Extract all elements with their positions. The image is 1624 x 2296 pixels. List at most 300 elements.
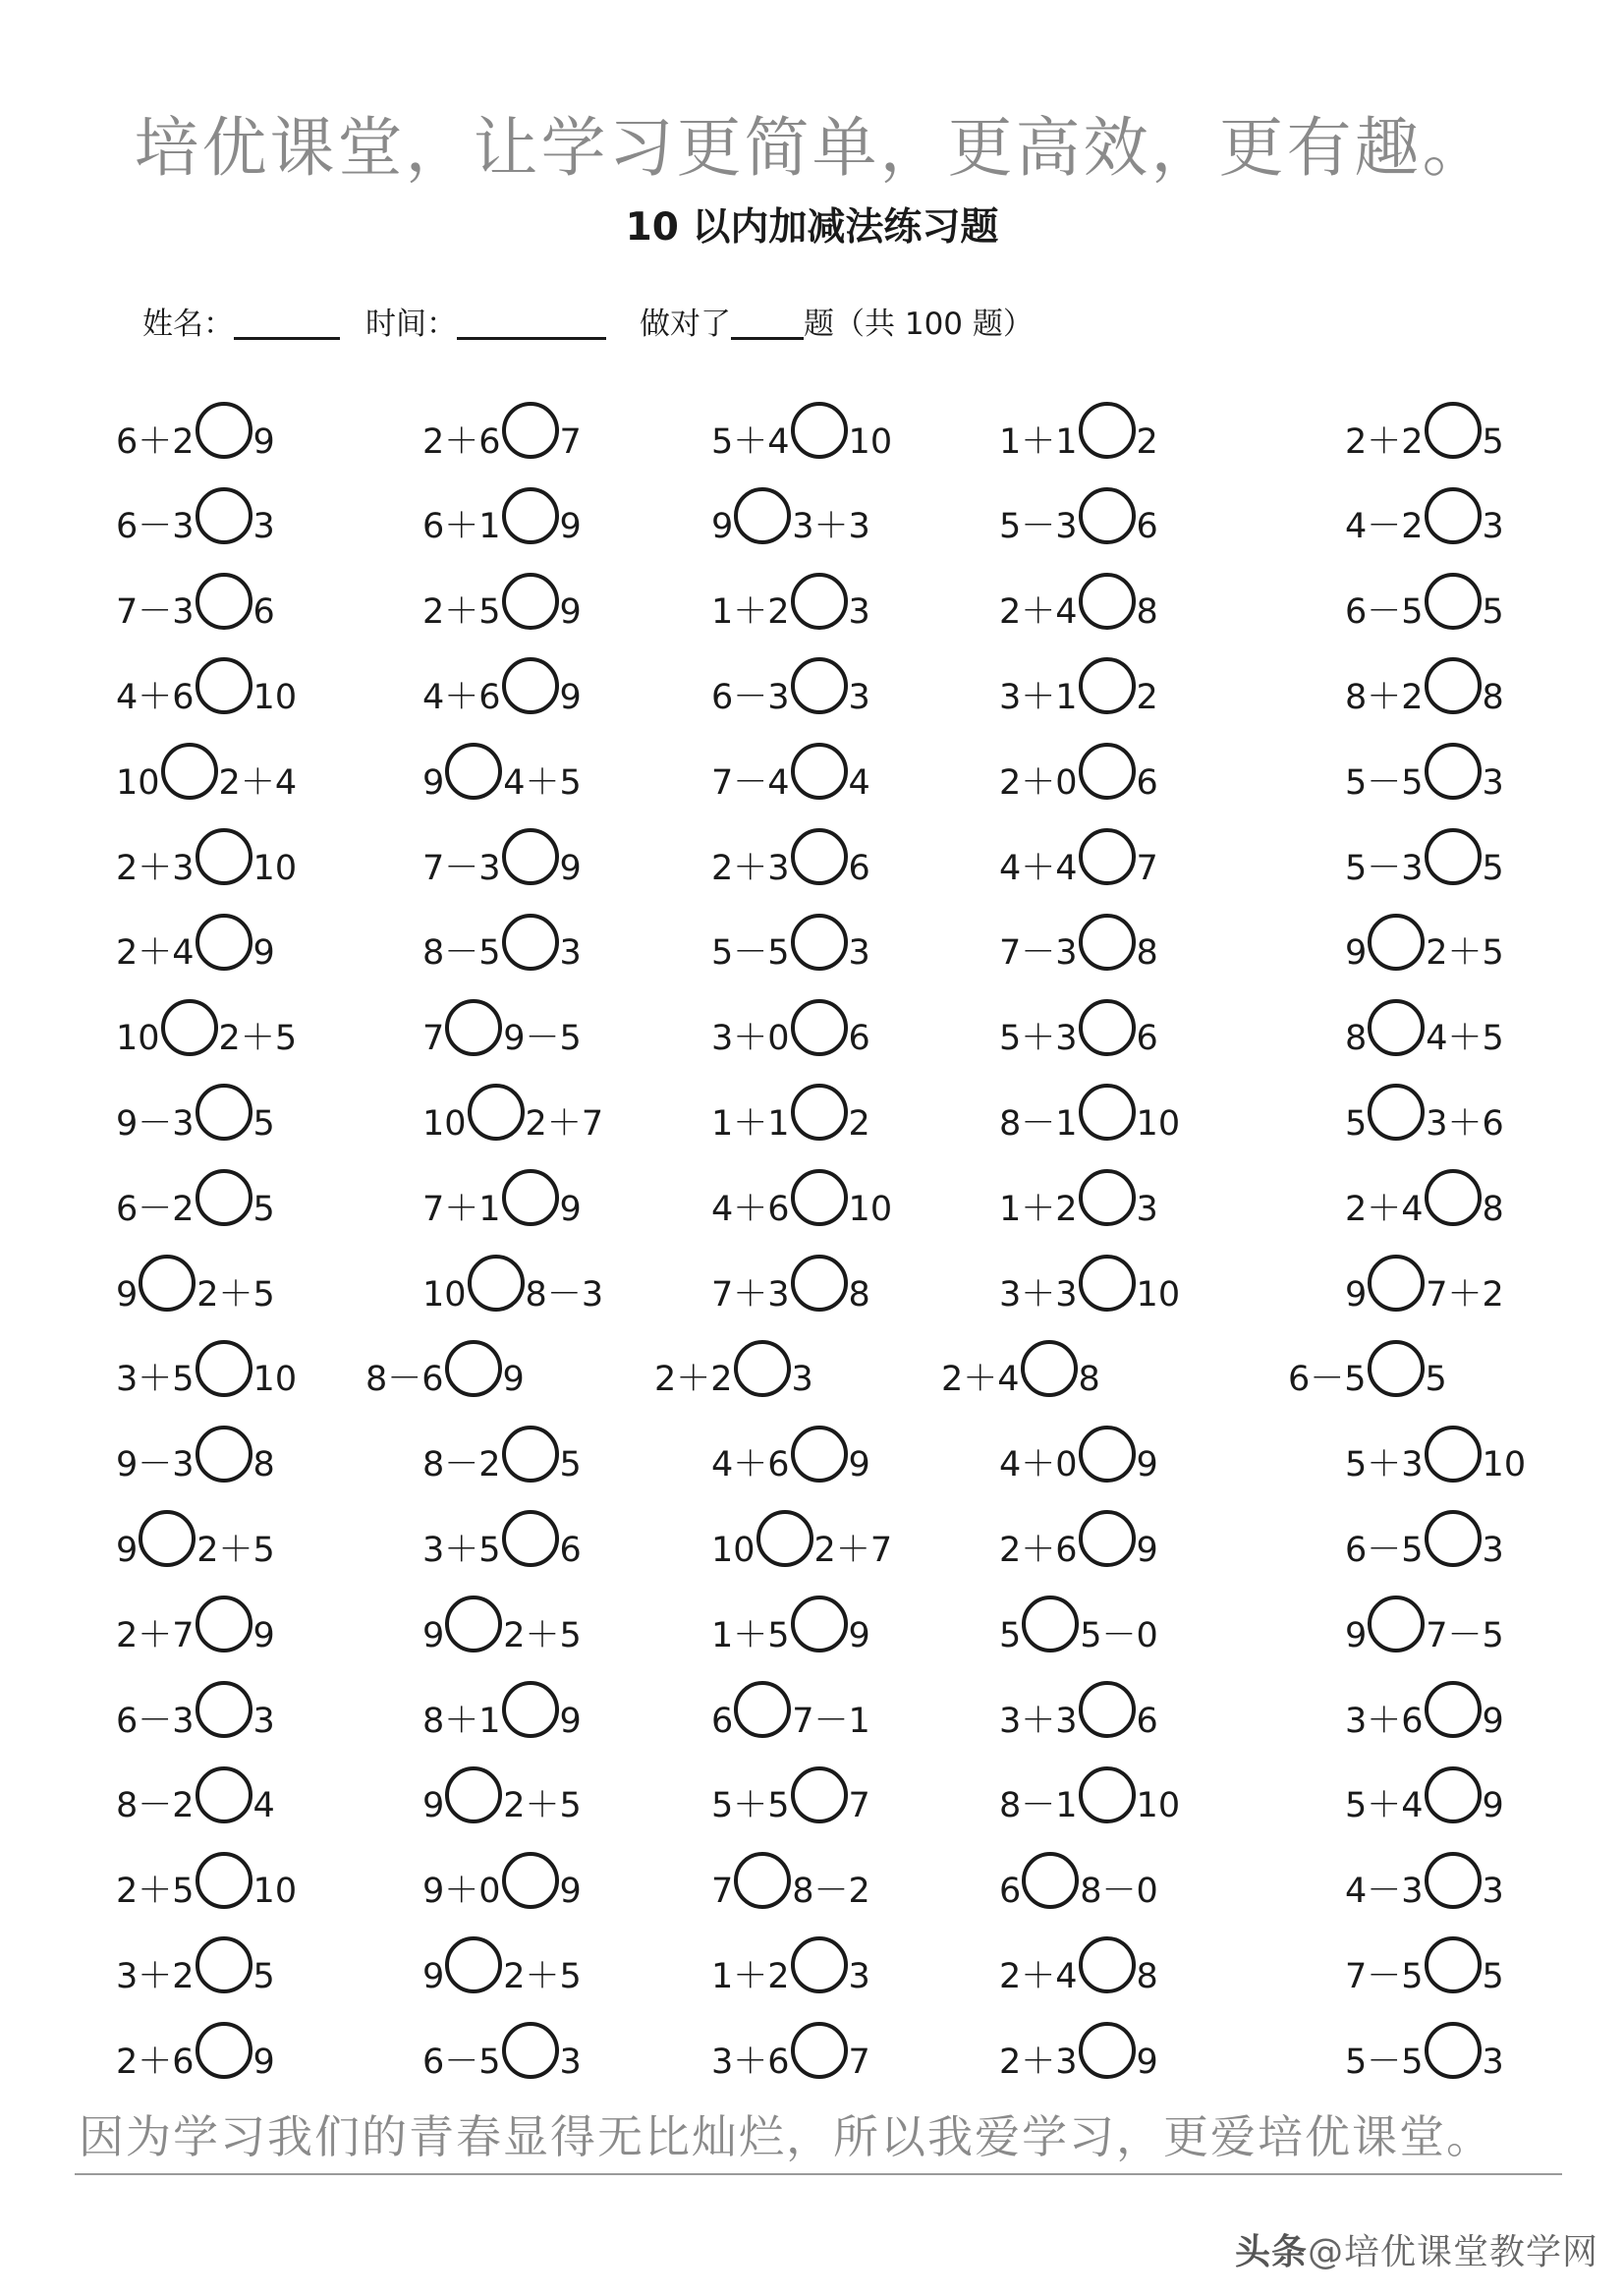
comparison-problem [1345, 493, 1504, 562]
answer-circle[interactable] [196, 657, 252, 714]
answer-circle[interactable] [1425, 1169, 1482, 1226]
answer-circle[interactable] [1425, 487, 1482, 544]
problem-left-expression: 10 [116, 762, 160, 803]
problem-right-expression: 3 [559, 933, 582, 974]
answer-circle[interactable] [791, 914, 848, 971]
comparison-problem [999, 2028, 1158, 2097]
problem-left-expression: 8＋1 [422, 1701, 501, 1741]
problem-right-expression: 7 [848, 2042, 870, 2082]
problem-left-expression: 6－5 [1288, 1360, 1367, 1400]
problem-right-expression: 3 [848, 677, 870, 717]
problem-left-expression: 7－4 [711, 762, 790, 803]
problem-left-expression: 2＋4 [999, 592, 1078, 633]
problem-left-expression: 2＋5 [116, 1872, 195, 1912]
problem-left-expression: 4－2 [1345, 507, 1424, 547]
answer-circle[interactable] [1079, 487, 1136, 544]
comparison-problem [116, 493, 275, 562]
answer-circle[interactable] [1425, 2022, 1482, 2079]
answer-circle[interactable] [445, 999, 502, 1056]
problem-row [0, 493, 1624, 578]
answer-circle[interactable] [502, 402, 559, 459]
problem-left-expression: 8－1 [999, 1786, 1078, 1826]
problem-left-expression: 1＋2 [999, 1189, 1078, 1229]
problem-grid [0, 408, 1624, 2117]
problem-right-expression: 9 [559, 677, 582, 717]
answer-circle[interactable] [502, 1681, 559, 1738]
problem-right-expression: 2＋5 [503, 1615, 582, 1655]
answer-circle[interactable] [1079, 1681, 1136, 1738]
problem-right-expression: 3 [1136, 1189, 1158, 1229]
answer-circle[interactable] [196, 2022, 252, 2079]
comparison-problem [999, 1942, 1158, 2011]
problem-right-expression: 3 [1482, 1872, 1504, 1912]
comparison-problem [999, 1601, 1158, 1670]
answer-circle[interactable] [468, 1084, 525, 1141]
answer-circle[interactable] [502, 1426, 559, 1483]
problem-right-expression: 9 [502, 1360, 525, 1400]
answer-circle[interactable] [734, 1852, 791, 1909]
problem-left-expression: 6－5 [1345, 592, 1424, 633]
answer-circle[interactable] [1079, 1255, 1136, 1312]
answer-circle[interactable] [1079, 999, 1136, 1056]
problem-right-expression: 10 [1482, 1445, 1527, 1485]
question-total-label: 题（共 100 题） [804, 307, 1034, 342]
answer-circle[interactable] [196, 1766, 252, 1823]
problem-left-expression: 6－5 [1345, 1530, 1424, 1570]
answer-circle[interactable] [196, 1169, 252, 1226]
problem-left-expression: 10 [116, 1019, 160, 1059]
comparison-problem [711, 749, 870, 817]
problem-right-expression: 2＋5 [503, 1956, 582, 1996]
problem-left-expression: 7 [422, 1019, 445, 1059]
answer-circle[interactable] [502, 657, 559, 714]
comparison-problem [422, 1858, 582, 1927]
comparison-problem [1345, 1601, 1504, 1670]
answer-circle[interactable] [1021, 1340, 1078, 1397]
answer-circle[interactable] [791, 2022, 848, 2079]
problem-right-expression: 9 [1136, 1445, 1158, 1485]
answer-circle[interactable] [502, 828, 559, 885]
answer-circle[interactable] [196, 1340, 252, 1397]
comparison-problem [1345, 1772, 1504, 1841]
problem-right-expression: 2＋5 [218, 1019, 298, 1059]
problem-left-expression: 7－3 [422, 848, 501, 888]
answer-circle[interactable] [791, 1084, 848, 1141]
answer-circle[interactable] [1425, 743, 1482, 800]
comparison-problem [999, 1858, 1158, 1927]
problem-left-expression: 2＋7 [116, 1615, 195, 1655]
comparison-problem [999, 1516, 1158, 1585]
problem-row [0, 1175, 1624, 1260]
problem-right-expression: 10 [1136, 1786, 1181, 1826]
answer-circle[interactable] [1425, 657, 1482, 714]
comparison-problem [422, 493, 582, 562]
problem-left-expression: 3＋3 [999, 1701, 1078, 1741]
problem-left-expression: 6－3 [116, 507, 195, 547]
answer-circle[interactable] [791, 573, 848, 630]
comparison-problem [999, 749, 1158, 817]
problem-right-expression: 9 [252, 933, 275, 974]
answer-circle[interactable] [1079, 1936, 1136, 1993]
problem-left-expression: 9 [422, 762, 445, 803]
comparison-problem [422, 1431, 582, 1500]
problem-row [0, 2028, 1624, 2112]
problem-right-expression: 2＋5 [1426, 933, 1504, 974]
problem-left-expression: 2＋3 [711, 848, 790, 888]
comparison-problem [116, 834, 297, 903]
answer-circle[interactable] [468, 1255, 525, 1312]
problem-right-expression: 6 [252, 592, 275, 633]
problem-right-expression: 3 [791, 1360, 813, 1400]
problem-right-expression: 8 [1136, 1956, 1158, 1996]
problem-right-expression: 3 [1482, 762, 1504, 803]
answer-circle[interactable] [791, 657, 848, 714]
problem-right-expression: 10 [252, 677, 298, 717]
answer-circle[interactable] [791, 1255, 848, 1312]
answer-circle[interactable] [502, 1852, 559, 1909]
problem-right-expression: 7 [848, 1786, 870, 1826]
problem-left-expression: 2＋2 [1345, 421, 1424, 462]
comparison-problem [116, 1687, 275, 1756]
problem-left-expression: 6－2 [116, 1189, 195, 1229]
answer-circle[interactable] [502, 2022, 559, 2079]
comparison-problem [422, 1687, 582, 1756]
name-blank[interactable] [234, 308, 340, 340]
answer-circle[interactable] [139, 1255, 196, 1312]
answer-circle[interactable] [1079, 402, 1136, 459]
answer-circle[interactable] [196, 402, 252, 459]
comparison-problem [711, 408, 892, 476]
problem-right-expression: 2＋7 [813, 1530, 893, 1570]
problem-left-expression: 4－3 [1345, 1872, 1424, 1912]
comparison-problem [711, 1431, 870, 1500]
problem-row [0, 408, 1624, 492]
answer-circle[interactable] [1079, 1766, 1136, 1823]
comparison-problem [1345, 1175, 1504, 1244]
watermark-brand: 头条 [1234, 2232, 1308, 2272]
answer-circle[interactable] [196, 1681, 252, 1738]
problem-right-expression: 9 [848, 1445, 870, 1485]
problem-right-expression: 5 [1482, 421, 1504, 462]
answer-circle[interactable] [1079, 1169, 1136, 1226]
answer-circle[interactable] [196, 1936, 252, 1993]
problem-left-expression: 1＋2 [711, 1956, 790, 1996]
problem-left-expression: 4＋0 [999, 1445, 1078, 1485]
comparison-problem [1345, 1090, 1504, 1158]
problem-right-expression: 3 [1482, 1530, 1504, 1570]
comparison-problem [116, 1516, 275, 1585]
problem-left-expression: 2＋3 [116, 848, 195, 888]
problem-right-expression: 9 [559, 1189, 582, 1229]
answer-circle[interactable] [1022, 1852, 1079, 1909]
comparison-problem [422, 663, 582, 732]
problem-left-expression: 3＋6 [711, 2042, 790, 2082]
correct-count-blank[interactable] [731, 308, 804, 340]
problem-left-expression: 6－5 [422, 2042, 501, 2082]
answer-circle[interactable] [1079, 1510, 1136, 1567]
problem-left-expression: 7－3 [999, 933, 1078, 974]
problem-right-expression: 9 [559, 1872, 582, 1912]
answer-circle[interactable] [196, 487, 252, 544]
problem-right-expression: 3 [1482, 2042, 1504, 2082]
problem-left-expression: 5－5 [711, 933, 790, 974]
comparison-problem [422, 834, 582, 903]
comparison-problem [116, 408, 275, 476]
answer-circle[interactable] [1079, 914, 1136, 971]
answer-circle[interactable] [502, 487, 559, 544]
answer-circle[interactable] [445, 1936, 502, 1993]
comparison-problem [999, 1431, 1158, 1500]
problem-right-expression: 8 [848, 1274, 870, 1315]
answer-circle[interactable] [791, 1426, 848, 1483]
problem-left-expression: 5－3 [999, 507, 1078, 547]
problem-left-expression: 1＋1 [711, 1103, 790, 1144]
problem-row [0, 749, 1624, 833]
problem-row [0, 1516, 1624, 1600]
footer-divider [75, 2173, 1562, 2175]
answer-circle[interactable] [1425, 1936, 1482, 1993]
answer-circle[interactable] [502, 1510, 559, 1567]
answer-circle[interactable] [1425, 573, 1482, 630]
answer-circle[interactable] [161, 999, 218, 1056]
problem-left-expression: 4＋4 [999, 848, 1078, 888]
answer-circle[interactable] [1079, 1084, 1136, 1141]
problem-right-expression: 10 [252, 1872, 298, 1912]
problem-left-expression: 4＋6 [711, 1445, 790, 1485]
problem-left-expression: 2＋6 [422, 421, 501, 462]
answer-circle[interactable] [445, 1766, 502, 1823]
comparison-problem [711, 663, 870, 732]
problem-row [0, 1005, 1624, 1090]
problem-right-expression: 5 [1425, 1360, 1447, 1400]
problem-right-expression: 8－2 [792, 1872, 870, 1912]
problem-left-expression: 4＋6 [116, 677, 195, 717]
comparison-problem [422, 408, 582, 476]
problem-right-expression: 5 [1482, 1956, 1504, 1996]
answer-circle[interactable] [734, 1681, 791, 1738]
answer-circle[interactable] [1425, 1852, 1482, 1909]
time-blank[interactable] [457, 308, 606, 340]
answer-circle[interactable] [196, 1852, 252, 1909]
answer-circle[interactable] [1425, 1766, 1482, 1823]
answer-circle[interactable] [1425, 1426, 1482, 1483]
answer-circle[interactable] [161, 743, 218, 800]
answer-circle[interactable] [791, 1766, 848, 1823]
problem-right-expression: 10 [1136, 1103, 1181, 1144]
footer-slogan: 因为学习我们的青春显得无比灿烂，所以我爱学习，更爱培优课堂。 [79, 2110, 1493, 2163]
comparison-problem [711, 1858, 870, 1927]
problem-right-expression: 9 [252, 1615, 275, 1655]
comparison-problem [999, 920, 1158, 988]
problem-right-expression: 5－0 [1080, 1615, 1158, 1655]
problem-row [0, 1942, 1624, 2027]
answer-circle[interactable] [756, 1510, 813, 1567]
problem-right-expression: 8 [1136, 933, 1158, 974]
problem-right-expression: 10 [252, 848, 298, 888]
problem-left-expression: 2＋6 [999, 1530, 1078, 1570]
answer-circle[interactable] [1079, 828, 1136, 885]
problem-left-expression: 8＋2 [1345, 677, 1424, 717]
problem-right-expression: 7－5 [1426, 1615, 1504, 1655]
problem-right-expression: 8－0 [1080, 1872, 1158, 1912]
answer-circle[interactable] [1079, 1426, 1136, 1483]
answer-circle[interactable] [1022, 1596, 1079, 1652]
problem-left-expression: 6 [999, 1872, 1022, 1912]
problem-left-expression: 2＋4 [116, 933, 195, 974]
comparison-problem [1345, 663, 1504, 732]
answer-circle[interactable] [791, 1169, 848, 1226]
comparison-problem [1345, 920, 1504, 988]
problem-left-expression: 1＋5 [711, 1615, 790, 1655]
comparison-problem [1345, 1942, 1504, 2011]
comparison-problem [711, 2028, 870, 2097]
problem-right-expression: 3 [252, 1701, 275, 1741]
answer-circle[interactable] [1079, 2022, 1136, 2079]
comparison-problem [422, 920, 582, 988]
answer-circle[interactable] [1368, 1255, 1425, 1312]
problem-left-expression: 4＋6 [711, 1189, 790, 1229]
answer-circle[interactable] [791, 828, 848, 885]
comparison-problem [1345, 1260, 1504, 1329]
problem-left-expression: 6－3 [711, 677, 790, 717]
problem-right-expression: 9 [559, 592, 582, 633]
comparison-problem [116, 1346, 297, 1415]
problem-left-expression: 5－5 [1345, 2042, 1424, 2082]
problem-row [0, 834, 1624, 919]
problem-left-expression: 8－6 [365, 1360, 444, 1400]
problem-right-expression: 9 [848, 1615, 870, 1655]
answer-circle[interactable] [445, 1340, 502, 1397]
answer-circle[interactable] [791, 999, 848, 1056]
answer-circle[interactable] [196, 1084, 252, 1141]
answer-circle[interactable] [1368, 1084, 1425, 1141]
problem-right-expression: 8 [1136, 592, 1158, 633]
comparison-problem [116, 1090, 275, 1158]
answer-circle[interactable] [791, 1936, 848, 1993]
comparison-problem [116, 1260, 275, 1329]
watermark-account: @培优课堂教学网 [1307, 2232, 1598, 2272]
answer-circle[interactable] [1368, 1596, 1425, 1652]
answer-circle[interactable] [502, 914, 559, 971]
comparison-problem [941, 1346, 1100, 1415]
answer-circle[interactable] [791, 1596, 848, 1652]
comparison-problem [711, 1516, 892, 1585]
answer-circle[interactable] [1368, 914, 1425, 971]
answer-circle[interactable] [734, 487, 791, 544]
problem-left-expression: 5＋4 [711, 421, 790, 462]
comparison-problem [711, 834, 870, 903]
problem-right-expression: 4 [252, 1786, 275, 1826]
answer-circle[interactable] [502, 573, 559, 630]
problem-right-expression: 6 [848, 848, 870, 888]
answer-circle[interactable] [196, 1596, 252, 1652]
problem-left-expression: 7 [711, 1872, 734, 1912]
problem-left-expression: 2＋3 [999, 2042, 1078, 2082]
problem-right-expression: 9 [252, 2042, 275, 2082]
problem-row [0, 663, 1624, 748]
comparison-problem [999, 1260, 1180, 1329]
comparison-problem [999, 1687, 1158, 1756]
answer-circle[interactable] [734, 1340, 791, 1397]
comparison-problem [711, 920, 870, 988]
problem-row [0, 1090, 1624, 1174]
comparison-problem [1345, 408, 1504, 476]
answer-circle[interactable] [1079, 657, 1136, 714]
comparison-problem [116, 749, 297, 817]
problem-right-expression: 6 [1136, 507, 1158, 547]
problem-left-expression: 9 [116, 1274, 139, 1315]
problem-right-expression: 6 [559, 1530, 582, 1570]
problem-left-expression: 10 [711, 1530, 756, 1570]
worksheet-title: 10 以内加减法练习题 [625, 205, 999, 250]
problem-left-expression: 2＋0 [999, 762, 1078, 803]
comparison-problem [116, 1601, 275, 1670]
problem-right-expression: 2＋5 [503, 1786, 582, 1826]
answer-circle[interactable] [445, 1596, 502, 1652]
answer-circle[interactable] [196, 914, 252, 971]
answer-circle[interactable] [1425, 1510, 1482, 1567]
problem-right-expression: 9 [559, 507, 582, 547]
problem-right-expression: 7－1 [792, 1701, 870, 1741]
problem-left-expression: 3＋0 [711, 1019, 790, 1059]
problem-left-expression: 10 [422, 1103, 467, 1144]
name-label: 姓名： [142, 307, 234, 342]
answer-circle[interactable] [445, 743, 502, 800]
problem-left-expression: 9 [1345, 1615, 1368, 1655]
problem-left-expression: 2＋4 [1345, 1189, 1424, 1229]
problem-right-expression: 6 [848, 1019, 870, 1059]
comparison-problem [422, 1175, 582, 1244]
problem-right-expression: 10 [848, 1189, 893, 1229]
problem-row [0, 920, 1624, 1004]
answer-circle[interactable] [1425, 402, 1482, 459]
problem-right-expression: 8 [1482, 1189, 1504, 1229]
answer-circle[interactable] [791, 402, 848, 459]
problem-left-expression: 8－2 [116, 1786, 195, 1826]
problem-right-expression: 9 [559, 848, 582, 888]
answer-circle[interactable] [196, 573, 252, 630]
comparison-problem [365, 1346, 525, 1415]
problem-right-expression: 3 [1482, 507, 1504, 547]
answer-circle[interactable] [1079, 573, 1136, 630]
comparison-problem [116, 1858, 297, 1927]
answer-circle[interactable] [196, 1426, 252, 1483]
problem-right-expression: 2＋4 [218, 762, 298, 803]
answer-circle[interactable] [1425, 828, 1482, 885]
answer-circle[interactable] [791, 743, 848, 800]
answer-circle[interactable] [1368, 1340, 1425, 1397]
answer-circle[interactable] [196, 828, 252, 885]
problem-right-expression: 6 [1136, 1019, 1158, 1059]
problem-left-expression: 3＋1 [999, 677, 1078, 717]
comparison-problem [116, 663, 297, 732]
problem-right-expression: 9 [252, 421, 275, 462]
answer-circle[interactable] [1368, 999, 1425, 1056]
problem-row [0, 579, 1624, 663]
answer-circle[interactable] [502, 1169, 559, 1226]
comparison-problem [116, 2028, 275, 2097]
answer-circle[interactable] [139, 1510, 196, 1567]
problem-left-expression: 1＋1 [999, 421, 1078, 462]
problem-right-expression: 6 [1136, 762, 1158, 803]
comparison-problem [422, 1601, 582, 1670]
problem-left-expression: 1＋2 [711, 592, 790, 633]
problem-left-expression: 2＋4 [999, 1956, 1078, 1996]
problem-right-expression: 5 [252, 1956, 275, 1996]
answer-circle[interactable] [1425, 1681, 1482, 1738]
problem-left-expression: 8 [1345, 1019, 1368, 1059]
answer-circle[interactable] [1079, 743, 1136, 800]
